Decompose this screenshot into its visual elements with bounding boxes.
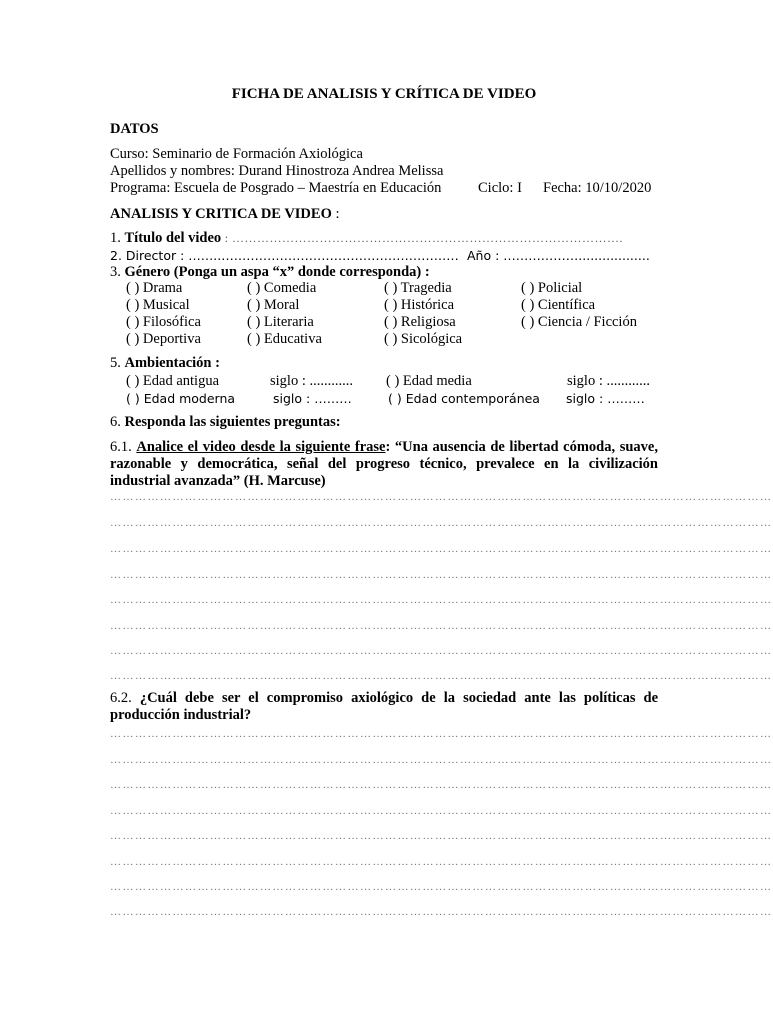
era-option[interactable]: ( ) Edad media bbox=[386, 373, 472, 389]
genre-option[interactable]: ( ) Comedia bbox=[247, 280, 317, 296]
genre-option[interactable]: ( ) Tragedia bbox=[384, 280, 452, 296]
answer-line[interactable]: …………………………………………………………………………………………………………………………………………… bbox=[110, 670, 773, 682]
answer-line[interactable]: …………………………………………………………………………………………………………………………………………… bbox=[110, 728, 773, 740]
answer-line[interactable]: …………………………………………………………………………………………………………………………………………… bbox=[110, 779, 773, 791]
genre-option[interactable]: ( ) Religiosa bbox=[384, 314, 456, 330]
page-title: FICHA DE ANALISIS Y CRÍTICA DE VIDEO bbox=[231, 86, 537, 102]
answer-line[interactable]: …………………………………………………………………………………………………………………………………………… bbox=[110, 805, 773, 817]
genre-option[interactable]: ( ) Científica bbox=[521, 297, 596, 313]
answer-line[interactable]: …………………………………………………………………………………………………………………………………………… bbox=[110, 754, 773, 766]
answer-line[interactable]: …………………………………………………………………………………………………………………………………………… bbox=[110, 594, 773, 606]
question-6-2: 6.2. ¿Cuál debe ser el compromiso axiológico de la sociedad ante las políticas de producción industrial? bbox=[110, 690, 659, 723]
fecha-line: Fecha: 10/10/2020 bbox=[543, 180, 652, 196]
answer-line[interactable]: …………………………………………………………………………………………………………………………………………… bbox=[110, 543, 773, 555]
genre-option[interactable]: ( ) Moral bbox=[247, 297, 300, 313]
titulo-line: 1. Título del video : …………………………………………………………………………………. bbox=[110, 230, 624, 246]
anio-field: Año : ……………….................. bbox=[467, 248, 650, 263]
genre-option[interactable]: ( ) Policial bbox=[521, 280, 583, 296]
programa-line: Programa: Escuela de Posgrado – Maestría en Educación bbox=[110, 180, 442, 196]
era-option[interactable]: ( ) Edad moderna bbox=[126, 391, 236, 406]
ciclo-line: Ciclo: I bbox=[478, 180, 522, 196]
genre-option[interactable]: ( ) Drama bbox=[126, 280, 183, 296]
answer-line[interactable]: …………………………………………………………………………………………………………………………………………… bbox=[110, 881, 773, 893]
director-line: 2. Director : ……..………………………………………………… bbox=[110, 248, 459, 263]
answer-line[interactable]: …………………………………………………………………………………………………………………………………………… bbox=[110, 517, 773, 529]
answer-line[interactable]: …………………………………………………………………………………………………………………………………………… bbox=[110, 620, 773, 632]
genre-option[interactable]: ( ) Educativa bbox=[247, 331, 322, 347]
genero-line: 3. Género (Ponga un aspa “x” donde corresponda) : bbox=[110, 264, 430, 280]
genre-option[interactable]: ( ) Sicológica bbox=[384, 331, 463, 347]
siglo-field[interactable]: siglo : ............ bbox=[270, 373, 353, 389]
genre-option[interactable]: ( ) Literaria bbox=[247, 314, 314, 330]
answer-line[interactable]: …………………………………………………………………………………………………………………………………………… bbox=[110, 491, 773, 503]
ambientacion-heading: 5. Ambientación : bbox=[110, 355, 220, 371]
genre-option[interactable]: ( ) Histórica bbox=[384, 297, 455, 313]
siglo-field[interactable]: siglo : ……… bbox=[566, 391, 645, 406]
siglo-field[interactable]: siglo : ……… bbox=[273, 391, 352, 406]
genre-option[interactable]: ( ) Filosófica bbox=[126, 314, 201, 330]
answer-line[interactable]: …………………………………………………………………………………………………………………………………………… bbox=[110, 856, 773, 868]
answer-line[interactable]: …………………………………………………………………………………………………………………………………………… bbox=[110, 830, 773, 842]
genre-option[interactable]: ( ) Ciencia / Ficción bbox=[521, 314, 637, 330]
preguntas-heading: 6. Responda las siguientes preguntas: bbox=[110, 414, 341, 430]
era-option[interactable]: ( ) Edad contemporánea bbox=[388, 391, 540, 406]
genre-option[interactable]: ( ) Musical bbox=[126, 297, 190, 313]
datos-heading: DATOS bbox=[110, 121, 159, 137]
answer-line[interactable]: …………………………………………………………………………………………………………………………………………… bbox=[110, 906, 773, 918]
apellidos-line: Apellidos y nombres: Durand Hinostroza Andrea Melissa bbox=[110, 163, 444, 179]
siglo-field[interactable]: siglo : ............ bbox=[567, 373, 650, 389]
question-6-1: 6.1. Analice el video desde la siguiente frase: “Una ausencia de libertad cómoda, suave, razonable y democrática, señal del progreso técnico, prevalece en la civilización industrial avanzada” (H. Marcuse) bbox=[110, 439, 658, 489]
answer-line[interactable]: …………………………………………………………………………………………………………………………………………… bbox=[110, 569, 773, 581]
curso-line: Curso: Seminario de Formación Axiológica bbox=[110, 146, 363, 162]
era-option[interactable]: ( ) Edad antigua bbox=[126, 373, 220, 389]
answer-line[interactable]: …………………………………………………………………………………………………………………………………………… bbox=[110, 645, 773, 657]
section-heading: ANALISIS Y CRITICA DE VIDEO : bbox=[110, 206, 340, 222]
genre-option[interactable]: ( ) Deportiva bbox=[126, 331, 201, 347]
